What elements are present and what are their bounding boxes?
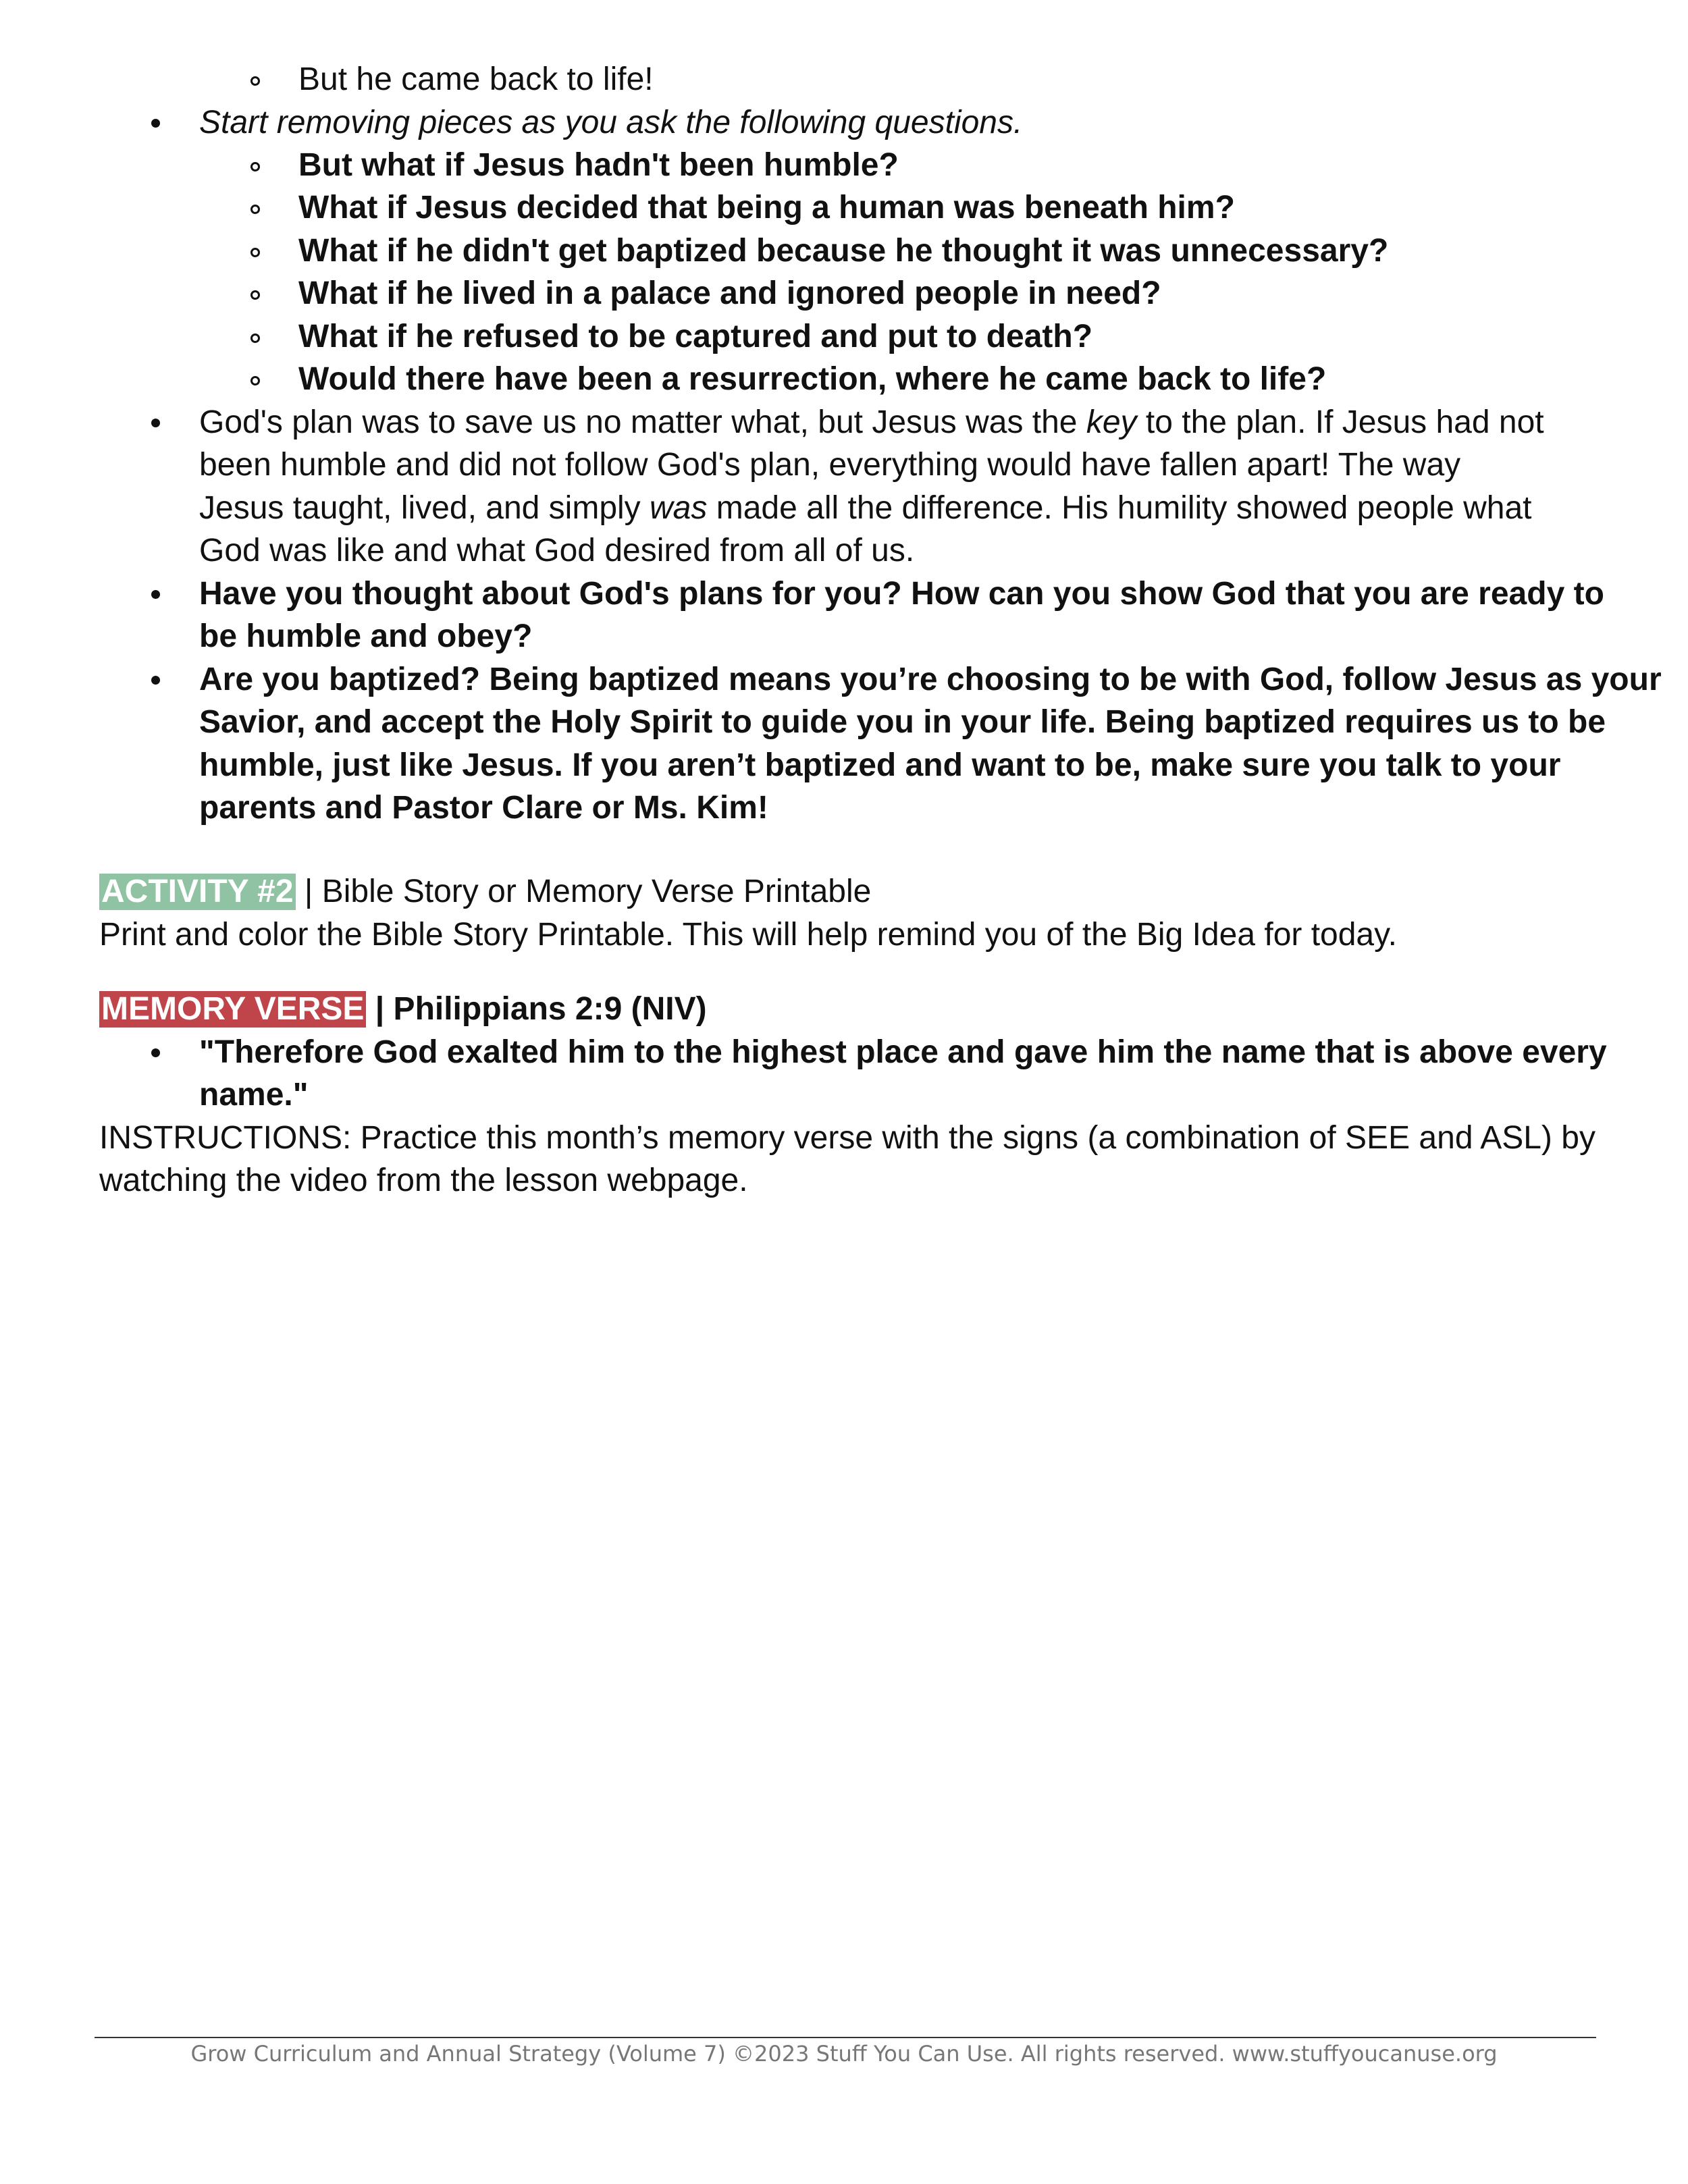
question-item: But what if Jesus hadn't been humble? — [298, 147, 899, 183]
gods-plan-line: been humble and did not follow God's plan, everything would have fallen apart! The way — [199, 447, 1461, 483]
question-item: What if he refused to be captured and put to death? — [298, 319, 1093, 354]
footer-copyright: Grow Curriculum and Annual Strategy (Volume 7) ©2023 Stuff You Can Use. All rights reserved. www.stuffyoucanuse.org — [190, 2041, 1498, 2067]
gods-plan-line — [199, 487, 1532, 530]
question-item: What if he lived in a palace and ignored people in need? — [298, 275, 1161, 311]
sub-bullet-marker — [250, 290, 260, 300]
sub-bullet-marker — [250, 76, 260, 86]
text-run: made all the difference. His humility showed people what — [707, 490, 1532, 526]
activity-title: Bible Story or Memory Verse Printable — [321, 874, 872, 909]
activity-tag: ACTIVITY #2 — [99, 874, 296, 910]
sub-bullet-marker — [250, 205, 260, 214]
verse-text-line: name." — [199, 1077, 309, 1113]
thought-question-line: Have you thought about God's plans for you? How can you show God that you are ready to — [199, 576, 1604, 612]
footer-divider — [95, 2037, 1596, 2038]
heading-separator: | — [304, 874, 313, 909]
verse-reference: Philippians 2:9 (NIV) — [393, 991, 707, 1027]
sub-list-item: But he came back to life! — [298, 61, 654, 97]
heading-separator: | — [375, 991, 385, 1027]
instruction-item: Start removing pieces as you ask the following questions. — [199, 105, 1023, 140]
instructions-line: watching the video from the lesson webpage. — [99, 1163, 748, 1198]
activity-body: Print and color the Bible Story Printable. This will help remind you of the Big Idea for today. — [99, 917, 1397, 953]
bullet-marker — [151, 676, 160, 685]
text-run: God's plan was to save us no matter what, but Jesus was the — [199, 404, 1086, 440]
text-run: to the plan. If Jesus had not — [1136, 404, 1544, 440]
memory-verse-tag: MEMORY VERSE — [99, 991, 366, 1028]
gods-plan-line — [199, 401, 1544, 444]
sub-bullet-marker — [250, 162, 260, 171]
bullet-marker — [151, 1048, 160, 1057]
text-run: Jesus taught, lived, and simply — [199, 490, 650, 526]
bullet-marker — [151, 419, 160, 427]
bullet-marker — [151, 590, 160, 599]
memory-verse-heading — [99, 988, 707, 1031]
question-item: Would there have been a resurrection, where he came back to life? — [298, 361, 1327, 397]
baptized-line: humble, just like Jesus. If you aren’t baptized and want to be, make sure you talk to your — [199, 747, 1561, 783]
bullet-marker — [151, 119, 160, 128]
question-item: What if Jesus decided that being a human was beneath him? — [298, 190, 1235, 225]
gods-plan-line: God was like and what God desired from all of us. — [199, 533, 915, 568]
sub-bullet-marker — [250, 248, 260, 257]
verse-text-line: "Therefore God exalted him to the highest place and gave him the name that is above every — [199, 1034, 1607, 1070]
question-item: What if he didn't get baptized because he thought it was unnecessary? — [298, 233, 1389, 269]
thought-question-line: be humble and obey? — [199, 618, 533, 654]
instructions-line: INSTRUCTIONS: Practice this month’s memory verse with the signs (a combination of SEE and ASL) by — [99, 1120, 1595, 1156]
baptized-line: parents and Pastor Clare or Ms. Kim! — [199, 790, 768, 826]
emphasis-was: was — [650, 490, 708, 526]
sub-bullet-marker — [250, 334, 260, 343]
sub-bullet-marker — [250, 376, 260, 385]
baptized-line: Are you baptized? Being baptized means you’re choosing to be with God, follow Jesus as your — [199, 662, 1662, 697]
activity-heading — [99, 870, 871, 913]
baptized-line: Savior, and accept the Holy Spirit to guide you in your life. Being baptized requires us to be — [199, 704, 1606, 740]
emphasis-key: key — [1086, 404, 1137, 440]
